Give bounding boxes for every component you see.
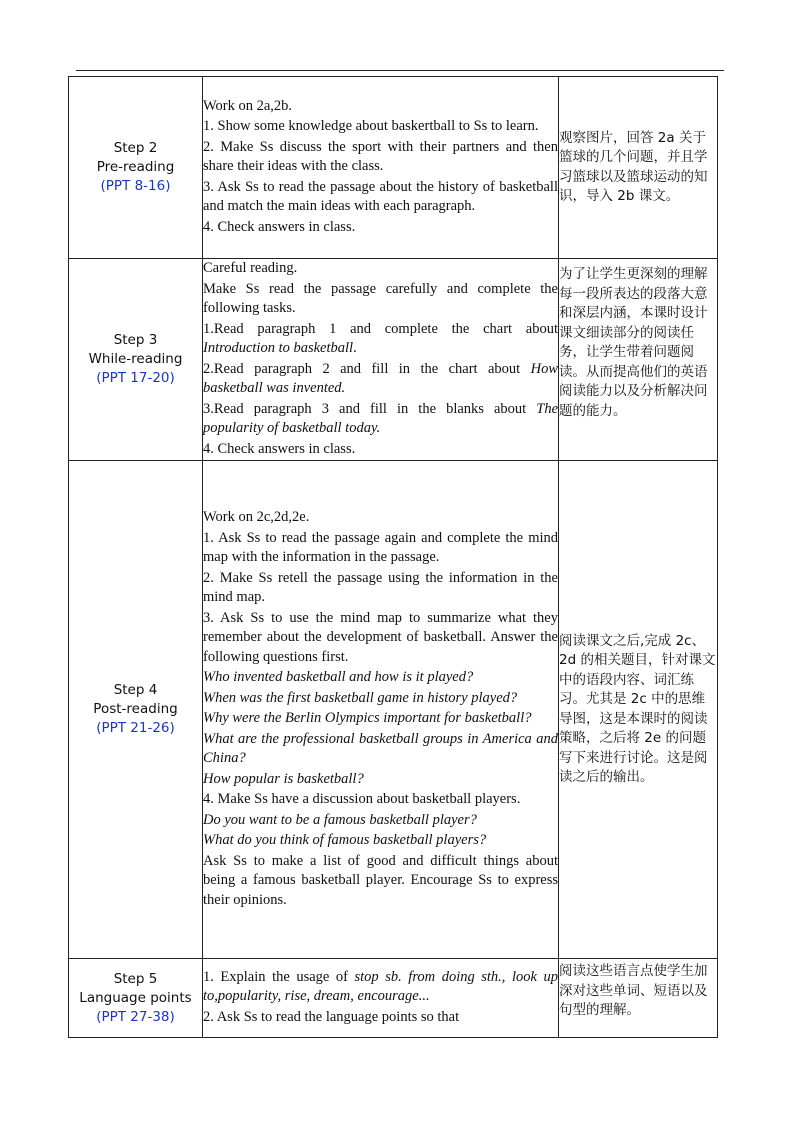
question-line: Who invented basketball and how is it played?	[203, 669, 474, 685]
step-number: Step 3	[113, 332, 158, 348]
activity-cell	[203, 259, 559, 461]
ppt-range: (PPT 8-16)	[100, 178, 171, 194]
question-line: Do you want to be a famous basketball player?	[203, 811, 477, 828]
activity-line: Make Ss read the passage carefully and complete the following tasks.	[203, 280, 558, 316]
table-row	[69, 77, 718, 259]
activity-line: 4. Check answers in class.	[203, 218, 356, 235]
step-number: Step 2	[113, 140, 158, 156]
question-line: Why were the Berlin Olympics important for basketball?	[203, 710, 532, 726]
activity-cell	[203, 959, 559, 1038]
purpose-text: 观察图片，回答 2a 关于篮球的几个问题，并且学习篮球以及篮球运动的知识，导入 2b 课文。	[559, 129, 708, 204]
lesson-plan-table	[68, 76, 718, 1038]
activity-line: 2. Make Ss discuss the sport with their partners and then share their ideas with the class.	[203, 138, 558, 175]
table-row	[69, 461, 718, 959]
step-name: Language points	[79, 989, 192, 1006]
activity-line: 4. Make Ss have a discussion about basketball players.	[203, 791, 521, 807]
ppt-range: (PPT 27-38)	[96, 1008, 175, 1025]
purpose-text: 阅读这些语言点使学生加深对这些单词、短语以及句型的理解。	[559, 963, 708, 1018]
activity-line: 4. Check answers in class.	[203, 440, 356, 457]
question-line: What are the professional basketball groups in America and China?	[203, 730, 558, 766]
purpose-cell	[559, 461, 718, 959]
activity-line: Work on 2c,2d,2e.	[203, 509, 310, 525]
activity-text: 1.Read paragraph 1 and complete the chart about	[203, 320, 558, 337]
question-line: How popular is basketball?	[203, 770, 364, 787]
activity-line: 3. Ask Ss to read the passage about the history of basketball and match the main ideas with each paragraph.	[203, 178, 558, 215]
purpose-cell	[559, 259, 718, 461]
activity-text: 1. Explain the usage of	[203, 968, 348, 985]
activity-line: 3. Ask Ss to use the mind map to summarize what they remember about the development of basketball. Answer the following questions first.	[203, 609, 558, 665]
ppt-range: (PPT 21-26)	[96, 720, 175, 736]
activity-cell	[203, 77, 559, 259]
activity-line: 1. Show some knowledge about baskertball to Ss to learn.	[203, 118, 539, 135]
purpose-text: 为了让学生更深刻的理解每一段所表达的段落大意和深层内涵，本课时设计课文细读部分的阅读任务，让学生带着问题阅读。从而提高他们的英语阅读能力以及分析解决问题的能力。	[559, 266, 708, 419]
step-number: Step 5	[113, 970, 158, 987]
step-cell	[69, 77, 203, 259]
step-name: Post-reading	[93, 701, 178, 717]
step-cell	[69, 461, 203, 959]
activity-line: Work on 2a,2b.	[203, 97, 293, 114]
ppt-range: (PPT 17-20)	[96, 370, 175, 386]
table-row	[69, 259, 718, 461]
activity-title: Introduction to basketball	[203, 340, 354, 356]
step-name: Pre-reading	[96, 159, 175, 175]
step-cell	[69, 959, 203, 1038]
activity-line: 2. Make Ss retell the passage using the information in the mind map.	[203, 569, 558, 605]
activity-line: 2. Ask Ss to read the language points so that	[203, 1008, 460, 1025]
activity-line	[203, 360, 558, 399]
activity-line: 1.Read paragraph 1 and complete the chart about Introduction to basketball.	[203, 320, 558, 356]
purpose-text: 阅读课文之后,完成 2c、2d 的相关题目，针对课文中的语段内容、词汇练习。尤其是 2c 中的思维导图，这是本课时的阅读策略，之后将 2e 的问题写下来进行讨论。这是阅读之后的输出。	[559, 632, 716, 785]
step-number: Step 4	[113, 682, 158, 698]
activity-line: Careful reading.	[203, 260, 298, 276]
activity-line	[203, 400, 558, 439]
header-rule	[76, 70, 724, 71]
activity-line: Ask Ss to make a list of good and difficult things about being a famous basketball player. Encourage Ss to express their opinions.	[203, 852, 558, 908]
table-row	[69, 959, 718, 1038]
purpose-cell	[559, 77, 718, 259]
purpose-cell	[559, 959, 718, 1038]
step-cell	[69, 259, 203, 461]
activity-title: The popularity of basketball today.	[203, 400, 558, 436]
activity-text: 2.Read paragraph 2 and fill in the chart about	[203, 360, 521, 377]
activity-cell	[203, 461, 559, 959]
activity-line: 1. Ask Ss to read the passage again and complete the mind map with the information in the passage.	[203, 529, 558, 565]
activity-title: How basketball was invented.	[203, 360, 559, 396]
step-name: While-reading	[88, 351, 183, 367]
activity-text: 3.Read paragraph 3 and fill in the blanks about	[203, 400, 527, 417]
question-line: What do you think of famous basketball players?	[203, 832, 487, 848]
question-line: When was the first basketball game in history played?	[203, 689, 518, 706]
activity-line	[203, 968, 558, 1007]
activity-title: stop sb. from doing sth., look up to,popularity, rise, dream, encourage...	[203, 968, 558, 1005]
